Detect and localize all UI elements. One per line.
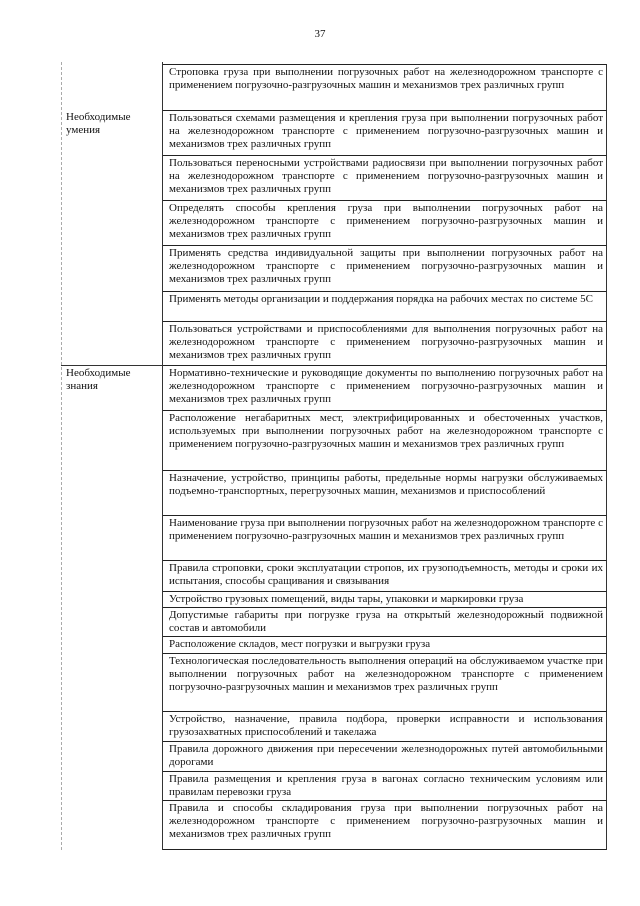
requirement-row: Пользоваться переносными устройствами радиосвязи при выполнении погрузочных работ на железнодорожном транспорте с применением погрузочно-разгрузочных машин и механизмов трех различных групп: [163, 155, 607, 200]
requirement-row: Наименование груза при выполнении погрузочных работ на железнодорожном транспорте с применением погрузочно-разгрузочных машин и механизмов трех различных групп: [163, 515, 607, 560]
section-label-knowledge: Необходимые знания: [66, 367, 131, 392]
requirement-row: Расположение негабаритных мест, электрифицированных и обесточенных участков, используемых при выполнении погрузочных работ на железнодорожном транспорте с применением погрузочно-разгрузочных машин и механизмов трех различных групп: [163, 410, 607, 470]
requirement-row: Определять способы крепления груза при выполнении погрузочных работ на железнодорожном транспорте с применением погрузочно-разгрузочных машин и механизмов трех различных групп: [163, 200, 607, 245]
requirement-row: Строповка груза при выполнении погрузочных работ на железнодорожном транспорте с применением погрузочно-разгрузочных машин и механизмов трех различных групп: [163, 64, 607, 110]
section-separator: [61, 365, 162, 366]
section-label-skills: Необходимые умения: [66, 111, 131, 136]
requirement-row: Правила строповки, сроки эксплуатации стропов, их грузоподъемность, методы и сроки их испытания, способы сращивания и связывания: [163, 560, 607, 591]
requirement-row: Правила и способы складирования груза при выполнении погрузочных работ на железнодорожном транспорте с применением погрузочно-разгрузочных машин и механизмов трех различных групп: [163, 800, 607, 850]
page-number: 37: [314, 28, 326, 40]
requirement-row: Технологическая последовательность выполнения операций на обслуживаемом участке при выполнении погрузочных работ на железнодорожном транспорте с применением погрузочно-разгрузочных машин и механизмов трех различных групп: [163, 653, 607, 711]
requirement-row: Устройство, назначение, правила подбора, проверки исправности и использования грузозахватных приспособлений и такелажа: [163, 711, 607, 741]
requirement-row: Правила дорожного движения при пересечении железнодорожных путей автомобильными дорогами: [163, 741, 607, 771]
requirement-row: Расположение складов, мест погрузки и выгрузки груза: [163, 636, 607, 653]
requirement-row: Применять методы организации и поддержания порядка на рабочих местах по системе 5С: [163, 291, 607, 321]
left-border: [61, 62, 62, 850]
requirement-row: Пользоваться схемами размещения и крепления груза при выполнении погрузочных работ на железнодорожном транспорте с применением погрузочно-разгрузочных машин и механизмов трех различных групп: [163, 110, 607, 155]
requirement-row: Допустимые габариты при погрузке груза на открытый железнодорожный подвижной состав и автомобили: [163, 607, 607, 636]
requirement-row: Устройство грузовых помещений, виды тары, упаковки и маркировки груза: [163, 591, 607, 607]
requirement-row: Нормативно-технические и руководящие документы по выполнению погрузочных работ на железнодорожном транспорте с применением погрузочно-разгрузочных машин и механизмов трех различных групп: [163, 365, 607, 410]
requirement-row: Применять средства индивидуальной защиты при выполнении погрузочных работ на железнодорожном транспорте с применением погрузочно-разгрузочных машин и механизмов трех различных групп: [163, 245, 607, 291]
requirement-row: Пользоваться устройствами и приспособлениями для выполнения погрузочных работ на железнодорожном транспорте с применением погрузочно-разгрузочных машин и механизмов трех различных групп: [163, 321, 607, 365]
requirement-row: Правила размещения и крепления груза в вагонах согласно техническим условиям или правилам перевозки груза: [163, 771, 607, 800]
requirement-row: Назначение, устройство, принципы работы, предельные нормы нагрузки обслуживаемых подъемно-транспортных, перегрузочных машин, механизмов и приспособлений: [163, 470, 607, 515]
